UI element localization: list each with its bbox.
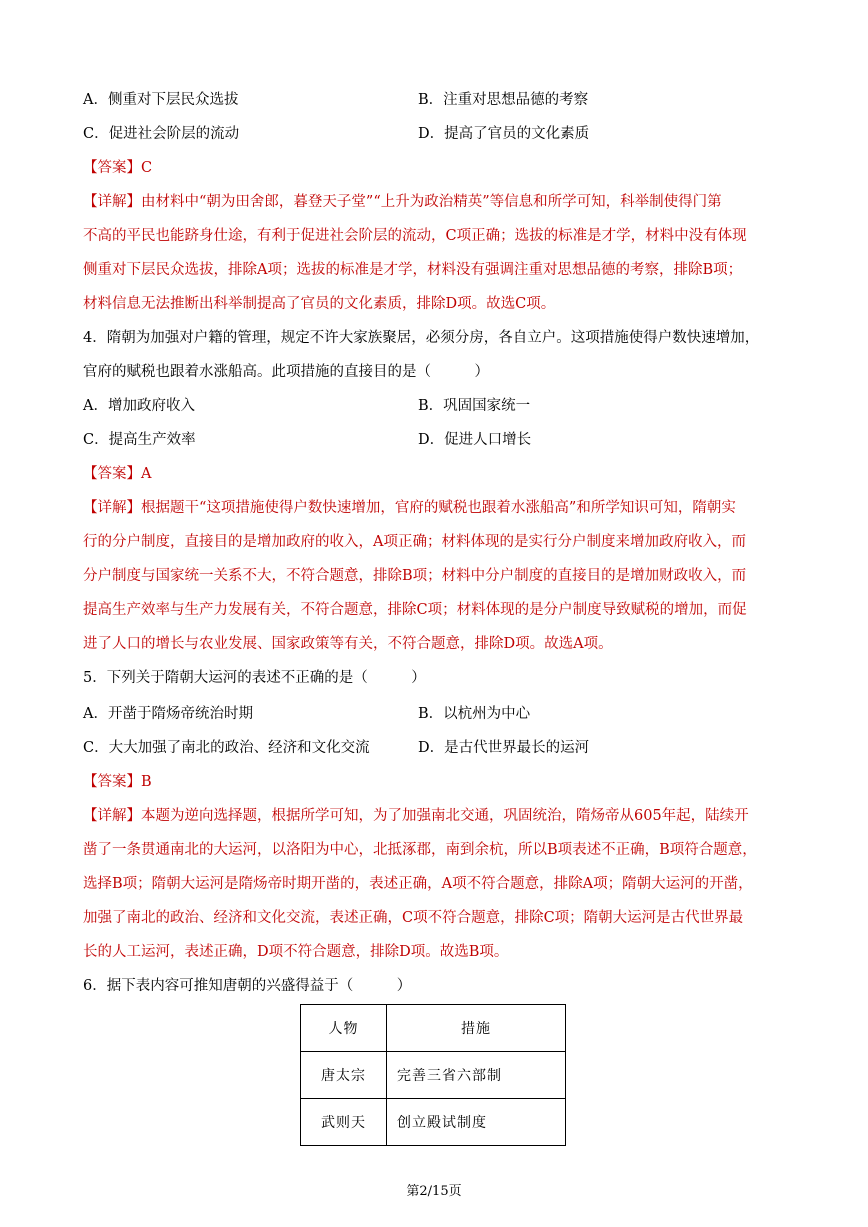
q5-option-d: D．是古代世界最长的运河 — [418, 740, 590, 756]
table-cell-person: 唐太宗 — [301, 1052, 387, 1099]
q5-stem: 5．下列关于隋朝大运河的表述不正确的是（ ） — [83, 670, 426, 686]
q3-detail-line-4: 材料信息无法推断出科举制提高了官员的文化素质，排除D项。故选C项。 — [83, 296, 556, 312]
table-header-row — [301, 1005, 566, 1052]
q4-detail-line-5: 进了人口的增长与农业发展、国家政策等有关，不符合题意，排除D项。故选A项。 — [83, 636, 613, 652]
q6-table — [300, 1004, 566, 1146]
q5-answer — [83, 772, 152, 792]
table-header-measure: 措施 — [387, 1005, 566, 1052]
table-row — [301, 1099, 566, 1146]
q4-stem-line-1: 4．隋朝为加强对户籍的管理，规定不许大家族聚居，必须分房，各自立户。这项措施使得户数快速增加， — [83, 330, 760, 346]
answer-tag: 【答案】 — [83, 466, 141, 482]
q5-detail-line-5: 长的人工运河，表述正确，D项不符合题意，排除D项。故选B项。 — [83, 944, 509, 960]
page-number: 第2/15页 — [406, 1184, 462, 1199]
q5-detail-line-4: 加强了南北的政治、经济和文化交流，表述正确，C项不符合题意，排除C项；隋朝大运河是古代世界最 — [83, 910, 744, 926]
q4-detail-line-1 — [83, 498, 736, 518]
detail-tag: 【详解】 — [83, 500, 141, 516]
q3-option-d: D．提高了官员的文化素质 — [418, 126, 590, 142]
answer-value: B — [141, 774, 152, 790]
q3-detail-line-2: 不高的平民也能跻身仕途，有利于促进社会阶层的流动，C项正确；选拔的标准是才学，材料中没有体现 — [83, 228, 747, 244]
q4-detail-line-4: 提高生产效率与生产力发展有关，不符合题意，排除C项；材料体现的是分户制度导致赋税的增加，而促 — [83, 602, 747, 618]
q4-option-d: D．促进人口增长 — [418, 432, 532, 448]
q6-stem: 6．据下表内容可推知唐朝的兴盛得益于（ ） — [83, 978, 412, 994]
q5-detail-line-1 — [83, 806, 749, 826]
q5-detail-line-2: 凿了一条贯通南北的大运河，以洛阳为中心，北抵涿郡，南到余杭，所以B项表述不正确，B项符合题意， — [83, 842, 757, 858]
detail-text: 由材料中“朝为田舍郎，暮登天子堂”“上升为政治精英”等信息和所学可知，科举制使得门第 — [141, 194, 722, 210]
table-cell-person: 武则天 — [301, 1099, 387, 1146]
answer-tag: 【答案】 — [83, 774, 141, 790]
q3-detail-line-1 — [83, 192, 722, 212]
q4-option-b: B．巩固国家统一 — [418, 398, 531, 414]
table-cell-measure: 创立殿试制度 — [387, 1099, 566, 1146]
q4-detail-line-3: 分户制度与国家统一关系不大，不符合题意，排除B项；材料中分户制度的直接目的是增加财政收入，而 — [83, 568, 747, 584]
table-row — [301, 1052, 566, 1099]
detail-tag: 【详解】 — [83, 808, 141, 824]
q5-option-a: A．开凿于隋炀帝统治时期 — [83, 706, 253, 722]
q4-detail-line-2: 行的分户制度，直接目的是增加政府的收入，A项正确；材料体现的是实行分户制度来增加政府收入，而 — [83, 534, 746, 550]
q3-option-a: A．侧重对下层民众选拔 — [83, 92, 239, 108]
table-cell-measure: 完善三省六部制 — [387, 1052, 566, 1099]
q5-option-c: C．大大加强了南北的政治、经济和文化交流 — [83, 740, 370, 756]
answer-tag: 【答案】 — [83, 160, 141, 176]
answer-value: C — [141, 160, 153, 176]
q3-answer — [83, 158, 152, 178]
table-header-person: 人物 — [301, 1005, 387, 1052]
q4-answer — [83, 464, 151, 484]
q4-stem-line-2: 官府的赋税也跟着水涨船高。此项措施的直接目的是（ ） — [83, 364, 489, 380]
q5-detail-line-3: 选择B项；隋朝大运河是隋炀帝时期开凿的，表述正确，A项不符合题意，排除A项；隋朝大运河的开凿， — [83, 876, 753, 892]
detail-tag: 【详解】 — [83, 194, 141, 210]
detail-text: 本题为逆向选择题，根据所学可知，为了加强南北交通，巩固统治，隋炀帝从605年起，陆续开 — [141, 808, 749, 824]
q3-option-c: C．促进社会阶层的流动 — [83, 126, 240, 142]
detail-text: 根据题干“这项措施使得户数快速增加，官府的赋税也跟着水涨船高”和所学知识可知，隋朝实 — [141, 500, 736, 516]
q4-option-a: A．增加政府收入 — [83, 398, 195, 414]
q3-detail-line-3: 侧重对下层民众选拔，排除A项；选拔的标准是才学，材料没有强调注重对思想品德的考察，排除B项； — [83, 262, 743, 278]
q4-option-c: C．提高生产效率 — [83, 432, 196, 448]
answer-value: A — [141, 466, 152, 482]
q3-option-b: B．注重对思想品德的考察 — [418, 92, 589, 108]
q5-option-b: B．以杭州为中心 — [418, 706, 531, 722]
